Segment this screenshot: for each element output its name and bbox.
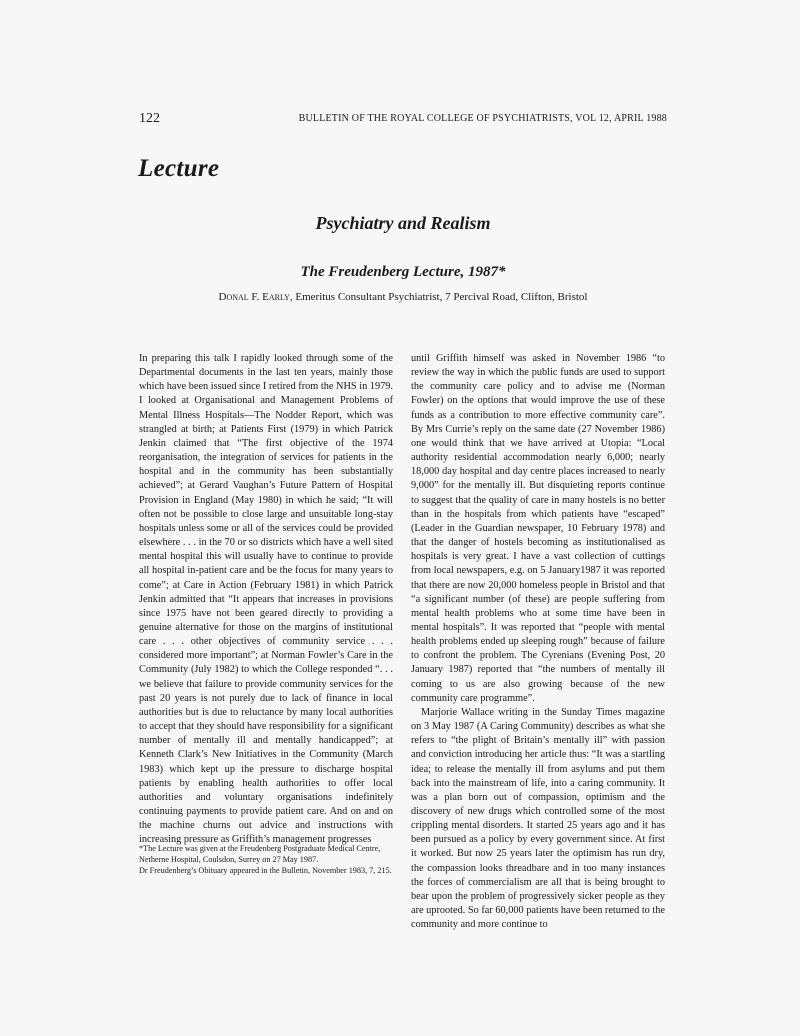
article-subtitle: The Freudenberg Lecture, 1987* (300, 264, 506, 280)
body-column-left (139, 352, 393, 847)
footnote-lecture: *The Lecture was given at the Freudenberg Postgraduate Medical Centre, Netherne Hospital, Coulsdon, Surrey on 27 May 1987. (139, 844, 381, 865)
footnotes (139, 843, 393, 877)
body-column-right (411, 352, 665, 932)
running-title: BULLETIN OF THE ROYAL COLLEGE OF PSYCHIATRISTS, VOL 12, APRIL 1988 (298, 113, 667, 124)
author-affiliation: Emeritus Consultant Psychiatrist, 7 Percival Road, Clifton, Bristol (295, 291, 588, 303)
footnote-obituary: Dr Freudenberg’s Obituary appeared in the Bulletin, November 1983, 7, 215. (139, 866, 392, 876)
page-number: 122 (139, 111, 160, 126)
author-name: Donal F. Early, (218, 291, 293, 303)
body-paragraph: until Griffith himself was asked in November 1986 “to review the way in which the public funds are used to support the community care policy and to advise me (Norman Fowler) on the options that would improve the use of these funds as a contribution to more effective community care”. By Mrs Currie’s reply on the same date (27 November 1986) one would think that we have arrived at Utopia: “Local authority residential accommodation nearly 6,000; nearly 18,000 day hospital and day centre places increased to nearly 9,000” for the mentally ill. But disquieting reports continue to suggest that the quality of care in many hostels is no better than in the hospitals from which patients have “escaped” (Leader in the Guardian newspaper, 10 February 1978) and that the danger of hostels becoming as institutionalised as hospitals is very great. I have a vast collection of cuttings from local newspapers, e.g. on 5 January1987 it was reported that there are now 20,000 homeless people in Bristol and that “a significant number (of these) are people suffering from mental health problems who at some time have been in mental hospitals”. It was reported that “people with mental health problems ended up sleeping rough” because of failure to confront the problem. The Cyrenians (Evening Post, 20 January 1987) reported that “the numbers of mentally ill coming to us are also growing because of the new community care programme”. (411, 353, 665, 704)
author-line (139, 291, 667, 303)
body-paragraph: In preparing this talk I rapidly looked through some of the Departmental documents in the last ten years, mainly those which have been issued since I retired from the NHS in 1979. I looked at Organisational and Management Problems of Mental Illness Hospitals—The Nodder Report, which was strangled at birth; at Patients First (1979) in which Patrick Jenkin claimed that “The first objective of the 1974 reorganisation, the integration of services for patients in the hospital and in the community has been substantially achieved”; at Gerard Vaughan’s Future Pattern of Hospital Provision in England (May 1980) in which he said; “It will often not be possible to close large and unsuitable long-stay hospitals unless some or all of the services could be provided elsewhere . . . in the 70 or so districts which have a well sited mental hospital this will usually have to continue to provide all hospital in-patient care and be the focus for many years to come”; at Care in Action (February 1981) in which Patrick Jenkin admitted that “It appears that increases in provisions since 1975 have not been geared directly to providing a genuine alternative for those on the margins of institutional care . . . other objectives of community service . . . considered more important”; at Norman Fowler’s Care in the Community (July 1982) to which the College responded “. . . we believe that failure to provide community services for the past 20 years is not purely due to lack of finance in local authorities but is due to reluctance by many local authorities to accept that they should have responsibility for a significant number of mentally ill and mentally handicapped”; at Kenneth Clark’s New Initiatives in the Community (March 1983) which kept up the pressure to discharge hospital patients by enabling health authorities to offer local authorities and voluntary organisations indefinitely continuing payments to provide patient care. And on and on the machine churns out advice and instructions with increasing pressure as Griffith’s management progresses (139, 353, 393, 846)
body-paragraph: Marjorie Wallace writing in the Sunday Times magazine on 3 May 1987 (A Caring Community) describes as what she refers to “the plight of Britain’s mentally ill” with passion and conviction introducing her article thus: “It was a startling idea; to release the mentally ill from asylums and put them back into the mainstream of life, into a caring community. It was a plan born out of compassion, optimism and the discovery of new drugs which controlled some of the most crippling mental disorders. It started 25 years ago and it has been pursued as a policy by every government since. At first it worked. But now 25 years later the optimism has run dry, the compassion looks threadbare and in too many instances the forces of commercialism are all that is being brought to bear upon the problem of progressively sicker people as they are uprooted. So far 60,000 patients have been returned to the community and more continue to (411, 706, 665, 931)
article-title: Psychiatry and Realism (315, 213, 491, 233)
section-label: Lecture (138, 155, 220, 182)
